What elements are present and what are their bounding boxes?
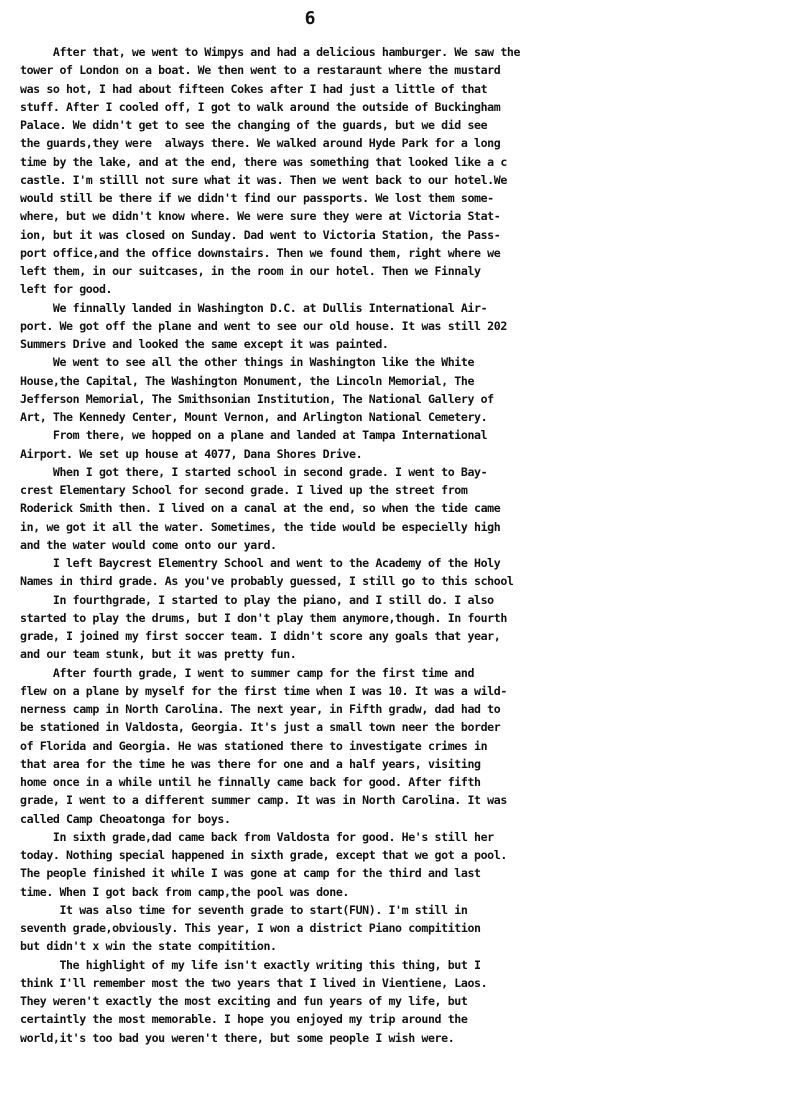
text-line: When I got there, I started school in second grade. I went to Bay- (20, 464, 488, 479)
text-line: be stationed in Valdosta, Georgia. It's just a small town neer the border (20, 720, 501, 735)
text-line: stuff. After I cooled off, I got to walk around the outside of Buckingham (20, 99, 501, 114)
text-line: was so hot, I had about fifteen Cokes after I had just a little of that (20, 81, 488, 96)
text-line: The highlight of my life isn't exactly writing this thing, but I (20, 957, 481, 972)
text-line: of Florida and Georgia. He was stationed there to investigate crimes in (20, 738, 488, 753)
text-line: ion, but it was closed on Sunday. Dad went to Victoria Station, the Pass- (20, 227, 501, 242)
text-line: Summers Drive and looked the same except it was painted. (20, 337, 389, 351)
text-line: time by the lake, and at the end, there was something that looked like a c (20, 154, 507, 169)
typed-essay-body (20, 43, 792, 1047)
text-line: After that, we went to Wimpys and had a delicious hamburger. We saw the (20, 45, 521, 59)
text-line: left them, in our suitcases, in the room in our hotel. Then we Finnaly (20, 264, 481, 278)
text-line: crest Elementary School for second grade. I lived up the street from (20, 483, 468, 497)
text-line: and our team stunk, but it was pretty fun. (20, 647, 297, 662)
text-line: started to play the drums, but I don't play them anymore,though. In fourth (20, 610, 507, 625)
text-line: port. We got off the plane and went to see our old house. It was still 202 (20, 318, 507, 333)
text-line: and the water would come onto our yard. (20, 537, 277, 552)
text-line: where, but we didn't know where. We were sure they were at Victoria Stat- (20, 209, 501, 224)
text-line: time. When I got back from camp,the pool was done. (20, 884, 350, 899)
text-line: Art, The Kennedy Center, Mount Vernon, and Arlington National Cemetery. (20, 410, 488, 424)
text-line: today. Nothing special happened in sixth grade, except that we got a pool. (20, 848, 507, 862)
text-line: Airport. We set up house at 4077, Dana Shores Drive. (20, 446, 363, 461)
text-line: The people finished it while I was gone at camp for the third and last (20, 866, 481, 881)
text-line: in, we got it all the water. Sometimes, the tide would be especielly high (20, 519, 501, 534)
text-line: We finnally landed in Washington D.C. at Dullis International Air- (20, 300, 488, 315)
text-line: the guards,they were always there. We walked around Hyde Park for a long (20, 136, 501, 151)
text-line: called Camp Cheoatonga for boys. (20, 811, 231, 826)
text-line: Roderick Smith then. I lived on a canal at the end, so when the tide came (20, 501, 501, 516)
text-line: home once in a while until he finnally came back for good. After fifth (20, 775, 481, 789)
text-line: In sixth grade,dad came back from Valdosta for good. He's still her (20, 829, 494, 844)
text-line: port office,and the office downstairs. Then we found them, right where we (20, 245, 501, 260)
text-line: grade, I went to a different summer camp. It was in North Carolina. It was (20, 793, 507, 808)
text-line: that area for the time he was there for one and a half years, visiting (20, 756, 481, 771)
text-line: Names in third grade. As you've probably guessed, I still go to this school (20, 574, 514, 589)
text-line: From there, we hopped on a plane and landed at Tampa International (20, 428, 488, 443)
text-line: In fourthgrade, I started to play the piano, and I still do. I also (20, 592, 494, 607)
text-line: certaintly the most memorable. I hope you enjoyed my trip around the (20, 1012, 468, 1027)
text-line: castle. I'm stilll not sure what it was. Then we went back to our hotel.We (20, 172, 507, 187)
text-line: It was also time for seventh grade to start(FUN). I'm still in (20, 902, 468, 917)
text-line: tower of London on a boat. We then went to a restaraunt where the mustard (20, 63, 501, 78)
text-line: I left Baycrest Elementry School and went to the Academy of the Holy (20, 556, 501, 570)
text-line: world,it's too bad you weren't there, but some people I wish were. (20, 1030, 455, 1045)
text-line: Palace. We didn't get to see the changing of the guards, but we did see (20, 118, 488, 132)
text-line: but didn't x win the state compitition. (20, 939, 277, 954)
text-line: They weren't exactly the most exciting and fun years of my life, but (20, 994, 468, 1008)
text-line: Jefferson Memorial, The Smithsonian Institution, The National Gallery of (20, 391, 494, 406)
text-line: think I'll remember most the two years that I lived in Vientiene, Laos. (20, 975, 488, 990)
text-line: left for good. (20, 282, 113, 297)
text-line: After fourth grade, I went to summer camp for the first time and (20, 665, 475, 680)
text-line: nerness camp in North Carolina. The next year, in Fifth gradw, dad had to (20, 702, 501, 716)
text-line: grade, I joined my first soccer team. I didn't score any goals that year, (20, 629, 501, 643)
text-line: flew on a plane by myself for the first time when I was 10. It was a wild- (20, 683, 507, 698)
text-line: would still be there if we didn't find our passports. We lost them some- (20, 191, 494, 205)
text-line: House,the Capital, The Washington Monument, the Lincoln Memorial, The (20, 373, 475, 388)
page-number: 6 (304, 8, 316, 29)
text-line: We went to see all the other things in Washington like the White (20, 355, 475, 370)
text-line: seventh grade,obviously. This year, I won a district Piano compitition (20, 921, 481, 935)
